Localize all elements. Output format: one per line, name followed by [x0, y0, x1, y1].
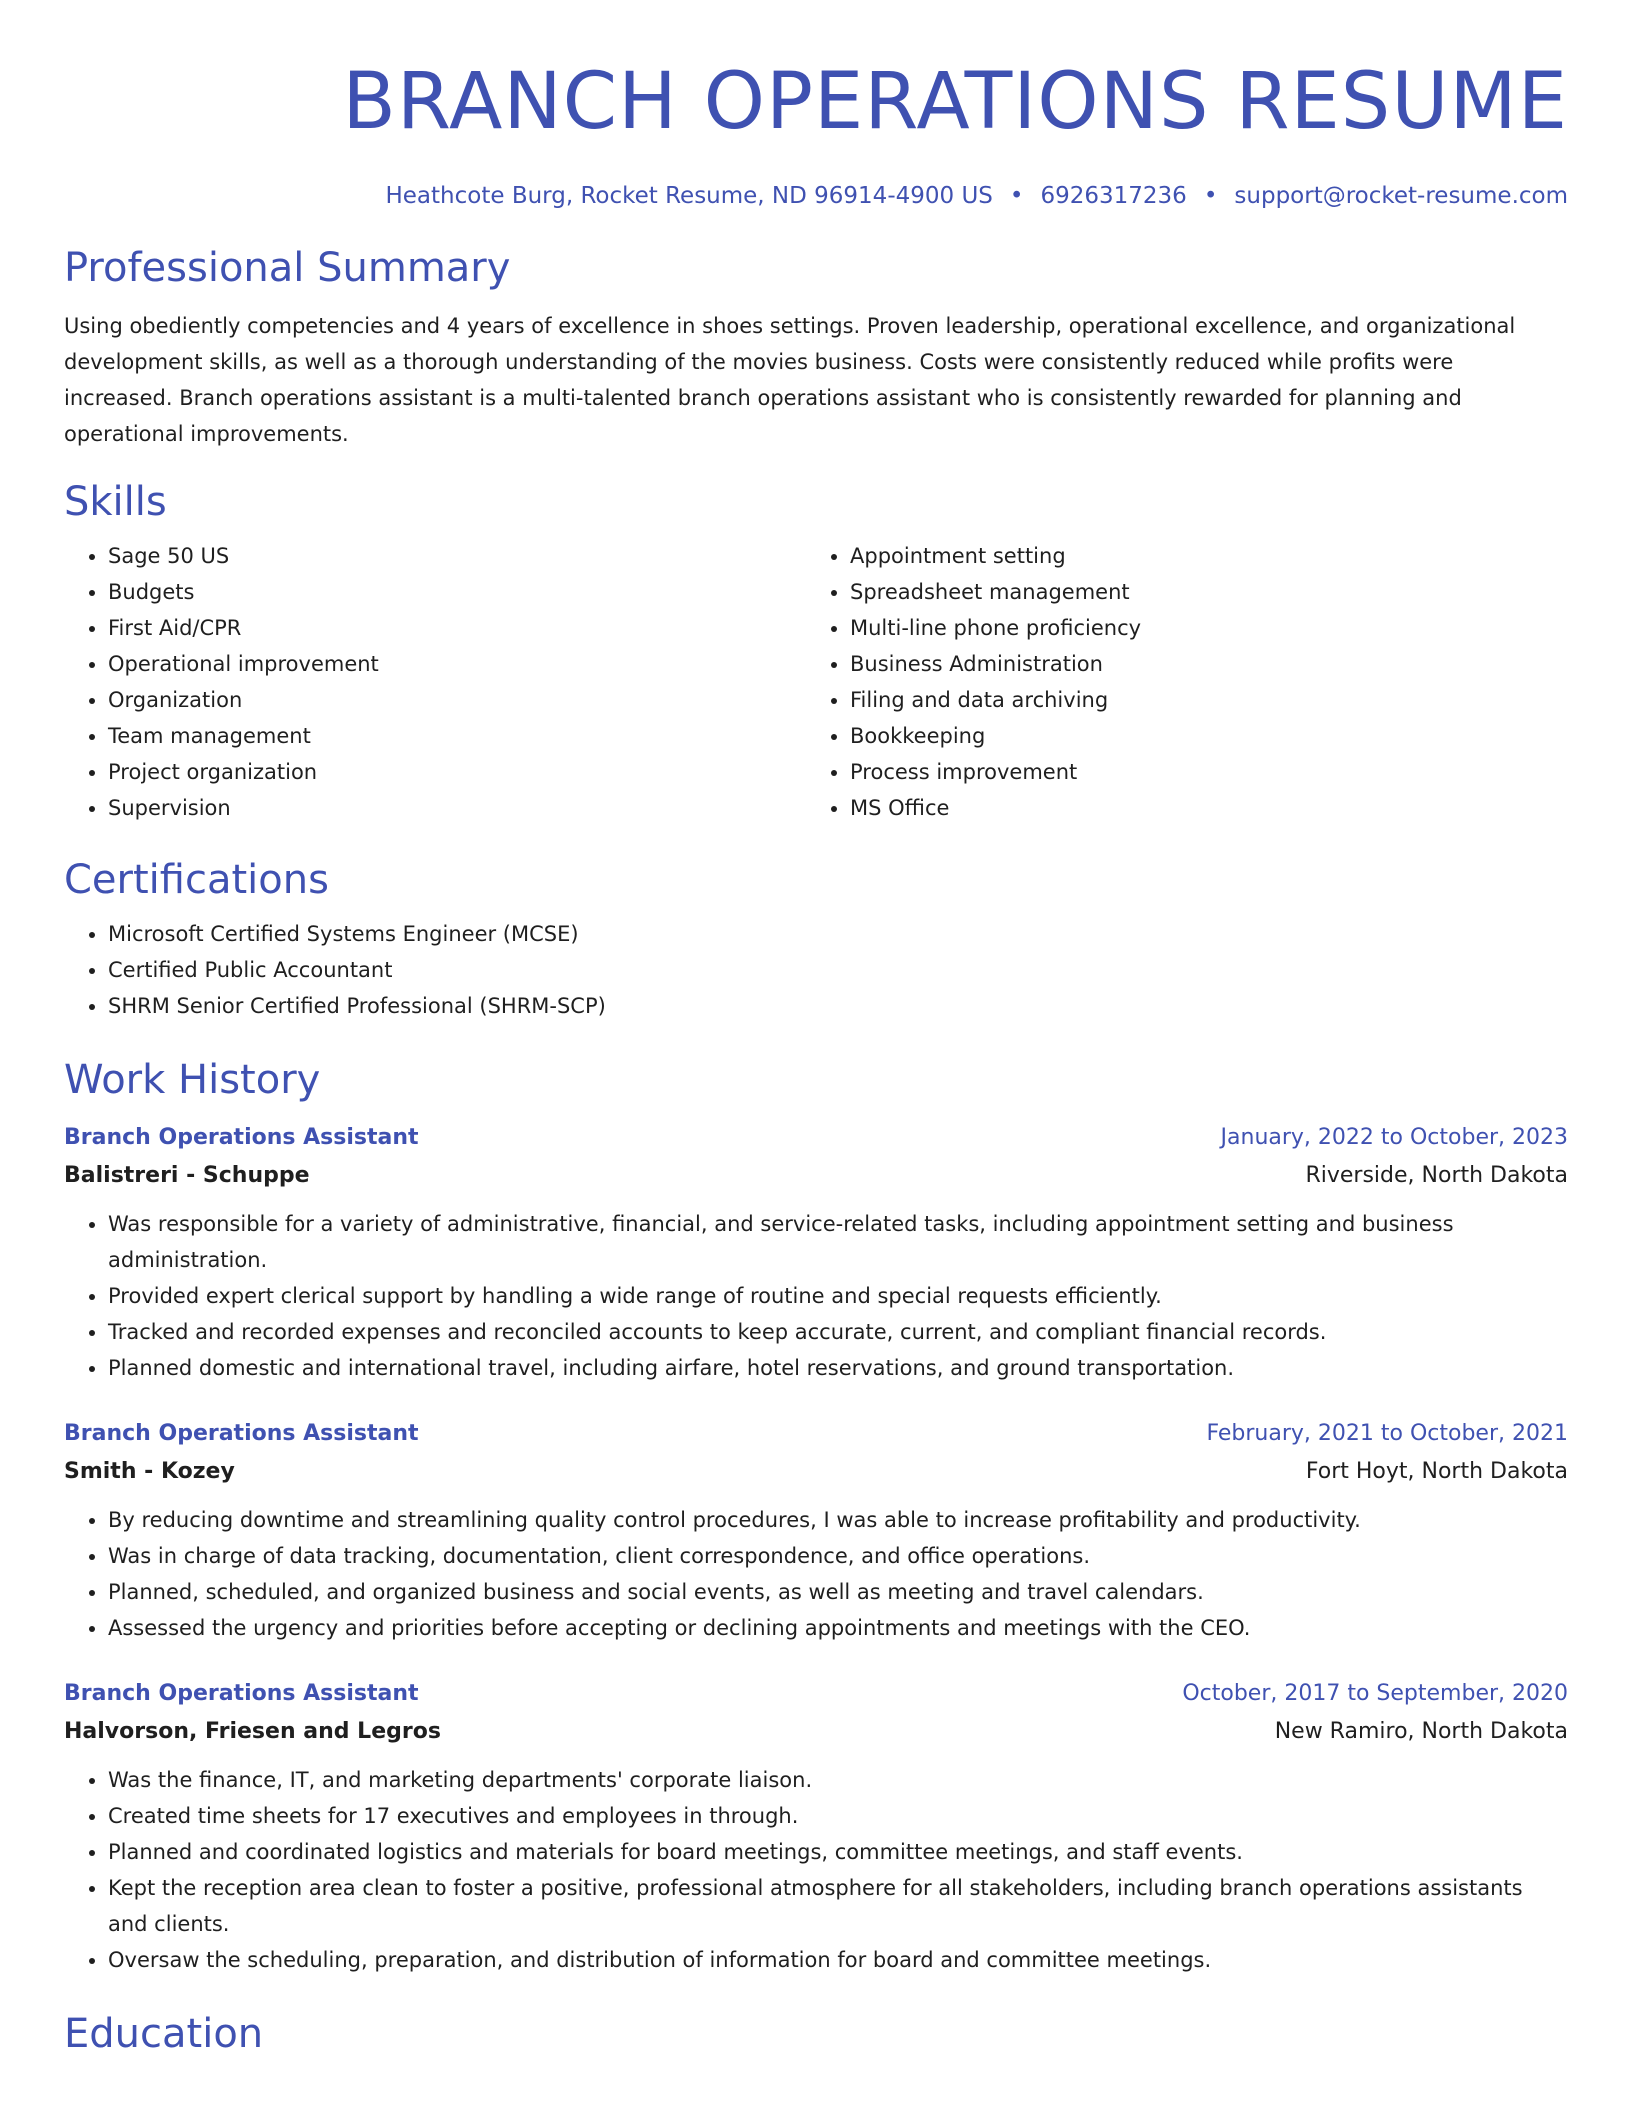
skill-item: • Filing and data archiving — [850, 682, 1548, 718]
job-bullets — [64, 1762, 1568, 1978]
job-dates: February, 2021 to October, 2021 — [1206, 1421, 1568, 1446]
job-location: Fort Hoyt, North Dakota — [1305, 1459, 1568, 1484]
job-company-row — [64, 1452, 1568, 1492]
job-title: Branch Operations Assistant — [64, 1421, 419, 1446]
skills-heading: Skills — [64, 479, 167, 525]
certifications-list — [64, 916, 1568, 1024]
job-title-row — [64, 1120, 1568, 1156]
skill-item: • Spreadsheet management — [850, 574, 1548, 610]
contact-separator: • — [1009, 183, 1024, 209]
skill-item: • Project organization — [108, 754, 806, 790]
skills-list-left — [64, 538, 806, 826]
skill-item: • Multi-line phone proficiency — [850, 610, 1548, 646]
job-title: Branch Operations Assistant — [64, 1125, 419, 1150]
job-location: New Ramiro, North Dakota — [1274, 1719, 1568, 1744]
skill-item: • Business Administration — [850, 646, 1548, 682]
job-bullets — [64, 1206, 1568, 1386]
job-entry — [64, 1416, 1568, 1646]
job-entry — [64, 1120, 1568, 1386]
skills-columns — [64, 538, 1568, 826]
job-bullet: • Kept the reception area clean to foster a positive, professional atmosphere for all stakeholders, including branch operations assistants and clients. — [108, 1870, 1568, 1942]
skill-item: • Appointment setting — [850, 538, 1548, 574]
skill-item: • Budgets — [108, 574, 806, 610]
skill-item: • First Aid/CPR — [108, 610, 806, 646]
job-bullet: • Planned domestic and international travel, including airfare, hotel reservations, and ground transportation. — [108, 1350, 1568, 1386]
job-bullet: • Planned and coordinated logistics and materials for board meetings, committee meetings, and staff events. — [108, 1834, 1568, 1870]
skill-item: • Sage 50 US — [108, 538, 806, 574]
certification-item: • Microsoft Certified Systems Engineer (MCSE) — [108, 916, 1568, 952]
job-dates: January, 2022 to October, 2023 — [1220, 1125, 1568, 1150]
job-company-row — [64, 1156, 1568, 1196]
job-bullet: • Provided expert clerical support by handling a wide range of routine and special requests efficiently. — [108, 1278, 1568, 1314]
resume-name: BRANCH OPERATIONS RESUME — [342, 57, 1568, 147]
job-bullet: • Assessed the urgency and priorities before accepting or declining appointments and meetings with the CEO. — [108, 1610, 1568, 1646]
job-bullet: • Planned, scheduled, and organized business and social events, as well as meeting and travel calendars. — [108, 1574, 1568, 1610]
job-bullet: • Tracked and recorded expenses and reconciled accounts to keep accurate, current, and compliant financial records. — [108, 1314, 1568, 1350]
job-bullet: • Created time sheets for 17 executives and employees in through. — [108, 1798, 1568, 1834]
contact-separator: • — [1203, 183, 1218, 209]
skills-list-right — [806, 538, 1548, 826]
resume-page — [64, 0, 1568, 2060]
skill-item: • Process improvement — [850, 754, 1548, 790]
contact-address: Heathcote Burg, Rocket Resume, ND 96914-4900 US — [385, 183, 993, 209]
job-bullet: • Was responsible for a variety of administrative, financial, and service-related tasks, including appointment setting and business administration. — [108, 1206, 1568, 1278]
summary-text: Using obediently competencies and 4 years of excellence in shoes settings. Proven leadership, operational excellence, and organizational development skills, as well as a thorough understanding of the movies business. Costs were consistently reduced while profits were increased. Branch operations assistant is a multi-talented branch operations assistant who is consistently rewarded for planning and operational improvements. — [64, 314, 1516, 446]
job-bullet: • Was in charge of data tracking, documentation, client correspondence, and office operations. — [108, 1538, 1568, 1574]
work-history-heading: Work History — [64, 1057, 321, 1103]
skill-item: • MS Office — [850, 790, 1548, 826]
job-bullets — [64, 1502, 1568, 1646]
job-location: Riverside, North Dakota — [1305, 1163, 1568, 1188]
job-company: Smith - Kozey — [64, 1459, 235, 1484]
certification-item: • SHRM Senior Certified Professional (SHRM-SCP) — [108, 988, 1568, 1024]
skill-item: • Supervision — [108, 790, 806, 826]
job-company: Halvorson, Friesen and Legros — [64, 1719, 441, 1744]
job-title-row — [64, 1416, 1568, 1452]
job-title-row — [64, 1676, 1568, 1712]
job-title: Branch Operations Assistant — [64, 1681, 419, 1706]
contact-email[interactable]: support@rocket-resume.com — [1234, 183, 1568, 209]
skill-item: • Operational improvement — [108, 646, 806, 682]
education-heading: Education — [64, 2011, 264, 2057]
skill-item: • Organization — [108, 682, 806, 718]
certification-item: • Certified Public Accountant — [108, 952, 1568, 988]
job-dates: October, 2017 to September, 2020 — [1182, 1681, 1568, 1706]
job-company: Balistreri - Schuppe — [64, 1163, 310, 1188]
job-entry — [64, 1676, 1568, 1978]
contact-line — [64, 180, 1568, 212]
certifications-heading: Certifications — [64, 857, 329, 903]
job-bullet: • By reducing downtime and streamlining quality control procedures, I was able to increase profitability and productivity. — [108, 1502, 1568, 1538]
skill-item: • Team management — [108, 718, 806, 754]
skill-item: • Bookkeeping — [850, 718, 1548, 754]
summary-heading: Professional Summary — [64, 245, 511, 291]
contact-phone: 6926317236 — [1040, 183, 1187, 209]
job-bullet: • Oversaw the scheduling, preparation, and distribution of information for board and committee meetings. — [108, 1942, 1568, 1978]
resume-header — [64, 0, 1568, 212]
job-company-row — [64, 1712, 1568, 1752]
job-bullet: • Was the finance, IT, and marketing departments' corporate liaison. — [108, 1762, 1568, 1798]
